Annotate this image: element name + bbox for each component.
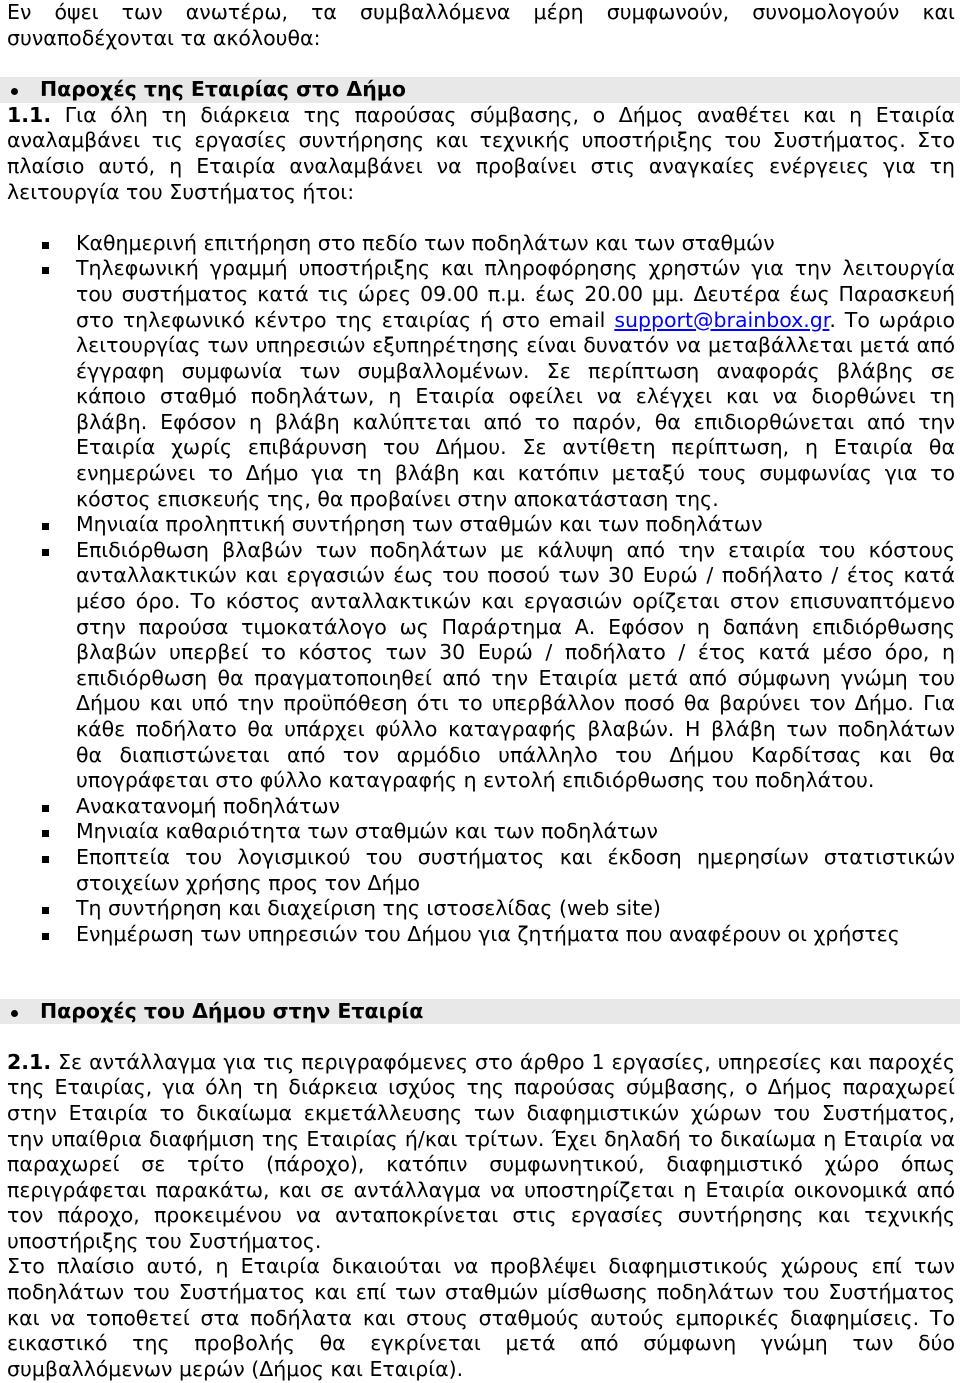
item-line: θα διαπιστώνεται από τον αρμόδιο υπάλληλο του Δήμου Καρδίτσας και θα [76, 742, 955, 767]
item-line: Ενημέρωση των υπηρεσιών του Δήμου για ζητήματα που αναφέρουν οι χρήστες [76, 921, 900, 946]
item-line: Δήμου και υπό την προϋπόθεση ότι το υπερβάλλον ποσό θα βαρύνει τον Δήμο. Για [76, 691, 955, 716]
item-line: Επιδιόρθωση βλαβών των ποδηλάτων με κάλυψη από την εταιρία του κόστους [76, 537, 955, 562]
list-item [0, 794, 960, 820]
section-heading [0, 999, 960, 1025]
list-item [0, 896, 960, 922]
item-line: του συστήματος κατά τις ώρες 09.00 π.μ. έως 20.00 μμ. Δευτέρα έως Παρασκευή [76, 281, 955, 306]
clause-line: πλαίσιο αυτό, η Εταιρία αναλαμβάνει να προβαίνει στις αναγκαίες ενέργειες για τη [7, 153, 955, 178]
item-line: βλαβών υπερβεί το κόστος των 30 Ευρώ / ποδήλατο / έτος κατά μέσο όρο, η [76, 640, 955, 665]
item-line-text: στο τηλεφωνικό κέντρο της εταιρίας ή στο email [76, 307, 606, 332]
section-heading-text: Παροχές του Δήμου στην Εταιρία [40, 998, 424, 1023]
clause-number: 2.1. [7, 1049, 52, 1074]
email-link[interactable]: support@brainbox.gr [614, 307, 830, 332]
item-line: ενημερώνει το Δήμο για τη βλάβη και κατόπιν μεταξύ τους συμφωνίας για το [76, 461, 955, 486]
item-line: κόστος επισκευής της, θα προβαίνει στην αποκατάσταση της. [76, 486, 719, 511]
list-item [0, 922, 960, 948]
item-line: βλάβη. Εφόσον η βλάβη καλύπτεται από το παρόν, θα επιδιορθώνεται από την [76, 409, 955, 434]
bullet-dot-icon [11, 1010, 18, 1017]
paragraph-line: Στο πλαίσιο αυτό, η Εταιρία δικαιούται να προβλέψει διαφημιστικούς χώρους επί των [7, 1254, 955, 1279]
advertising-paragraph [0, 1254, 960, 1382]
item-line: Μηνιαία προληπτική συντήρηση των σταθμών και των ποδηλάτων [76, 512, 763, 537]
clause-text: Για όλη τη διάρκεια της παρούσας σύμβασης, ο Δήμος αναθέτει και η Εταιρία [64, 102, 955, 127]
list-item [0, 819, 960, 845]
intro-line: Εν όψει των ανωτέρω, τα συμβαλλόμενα μέρη συμφωνούν, συνομολογούν και [7, 0, 955, 25]
list-item [0, 256, 960, 512]
clause-paragraph [0, 1050, 960, 1255]
item-line-text: . Το ωράριο [829, 307, 955, 332]
item-line: λειτουργίας των υπηρεσιών εξυπηρέτησης είναι δυνατόν να μεταβάλλεται μετά από [76, 333, 955, 358]
clause-line: της Εταιρίας, για όλη τη διάρκεια ισχύος της παρούσας σύμβασης, ο Δήμος παραχωρεί [7, 1075, 955, 1100]
item-line: Καθημερινή επιτήρηση στο πεδίο των ποδηλάτων και των σταθμών [76, 230, 775, 255]
spacer [0, 205, 960, 231]
bullet-dot-icon [11, 88, 18, 95]
square-bullet-icon [42, 267, 49, 274]
services-list [0, 231, 960, 948]
item-line: Τη συντήρηση και διαχείριση της ιστοσελίδας (web site) [76, 896, 661, 921]
list-item [0, 845, 960, 896]
clause-line [7, 103, 955, 129]
spacer [0, 52, 960, 78]
paragraph-line: ποδηλάτων του Συστήματος και επί των σταθμών μίσθωσης ποδηλάτων του Συστήματος [7, 1280, 955, 1305]
spacer [0, 947, 960, 973]
clause-line: στην Εταιρία το δικαίωμα εκμετάλλευσης των διαφημιστικών χώρων του Συστήματος, [7, 1100, 955, 1125]
square-bullet-icon [42, 242, 49, 249]
item-line: ανταλλακτικών και εργασιών έως του ποσού των 30 Ευρώ / ποδήλατο / έτος κατά [76, 563, 955, 588]
clause-line: αναλαμβάνει τις εργασίες συντήρησης και τεχνικής υποστήριξης του Συστήματος. Στο [7, 128, 955, 153]
item-line: Εταιρία χωρίς επιβάρυνση του Δήμου. Σε αντίθετη περίπτωση, η Εταιρία θα [76, 435, 955, 460]
intro-line: συναποδέχονται τα ακόλουθα: [7, 25, 321, 50]
item-line [76, 308, 955, 334]
item-line: Ανακατανομή ποδηλάτων [76, 793, 341, 818]
clause-text: Σε αντάλλαγμα για τις περιγραφόμενες στο άρθρο 1 εργασίες, υπηρεσίες και παροχές [58, 1049, 955, 1074]
paragraph-line: εικαστικό της προβολής θα εγκρίνεται μετά από σύμφωνη γνώμη των δύο [7, 1331, 955, 1356]
paragraph-line: και να τοποθετεί στα ποδήλατα και στους σταθμούς αυτούς εμπορικές διαφημίσεις. Το [7, 1305, 955, 1330]
clause-paragraph [0, 103, 960, 205]
item-line: κάθε ποδήλατο θα υπάρχει φύλλο καταγραφής βλαβών. Η βλάβη των ποδηλάτων [76, 717, 955, 742]
intro-paragraph [0, 0, 960, 51]
item-line: κάποιο σταθμό ποδηλάτων, η Εταιρία οφείλει να ελέγχει και να διορθώνει τη [76, 384, 955, 409]
item-line: στην παρούσα τιμοκατάλογο ως Παράρτημα Α. Εφόσον η δαπάνη επιδιόρθωσης [76, 614, 955, 639]
square-bullet-icon [42, 856, 49, 863]
square-bullet-icon [42, 830, 49, 837]
clause-number: 1.1. [7, 102, 52, 127]
item-line: Τηλεφωνική γραμμή υποστήριξης και πληροφόρησης χρηστών για την λειτουργία [76, 256, 955, 281]
clause-line: λειτουργία του Συστήματος ήτοι: [7, 179, 355, 204]
square-bullet-icon [42, 805, 49, 812]
clause-line: υποστήριξης του Συστήματος. [7, 1228, 322, 1253]
list-item [0, 512, 960, 538]
paragraph-line: συμβαλλόμενων μερών (Δήμος και Εταιρία). [7, 1356, 464, 1381]
square-bullet-icon [42, 549, 49, 556]
section-heading-text: Παροχές της Εταιρίας στο Δήμο [40, 77, 406, 102]
list-item [0, 231, 960, 257]
item-line: μέσο όρο. Το κόστος ανταλλακτικών και εργασιών ορίζεται στον επισυναπτόμενο [76, 589, 955, 614]
item-line: στοιχείων χρήσης προς τον Δήμο [76, 870, 421, 895]
clause-line: τον πάροχο, προκειμένου να ανταποκρίνεται στις εργασίες συντήρησης και τεχνικής [7, 1203, 955, 1228]
section-heading [0, 77, 960, 103]
square-bullet-icon [42, 523, 49, 530]
item-line: επιδιόρθωση θα πραγματοποιηθεί από την Εταιρία μετά από σύμφωνη γνώμη του [76, 665, 955, 690]
spacer [0, 973, 960, 999]
item-line: έγγραφη συμφωνία των συμβαλλομένων. Σε περίπτωση αναφοράς βλάβης σε [76, 358, 955, 383]
square-bullet-icon [42, 907, 49, 914]
clause-line [7, 1050, 955, 1076]
spacer [0, 1024, 960, 1050]
item-line: Εποπτεία του λογισμικού του συστήματος και έκδοση ημερησίων στατιστικών [76, 844, 955, 869]
clause-line: περιγράφεται παρακάτω, και σε αντάλλαγμα να υποστηρίζεται η Εταιρία οικονομικά από [7, 1177, 955, 1202]
list-item [0, 538, 960, 794]
item-line: υπογράφεται στο φύλλο καταγραφής η εντολή επιδιόρθωσης του ποδηλάτου. [76, 768, 875, 793]
clause-line: την υπαίθρια διαφήμιση της Εταιρίας ή/και τρίτων. Έχει δηλαδή το δικαίωμα η Εταιρία να [7, 1126, 955, 1151]
clause-line: παραχωρεί σε τρίτο (πάροχο), κατόπιν συμφωνητικού, διαφημιστικό χώρο όπως [7, 1152, 955, 1177]
square-bullet-icon [42, 933, 49, 940]
item-line: Μηνιαία καθαριότητα των σταθμών και των ποδηλάτων [76, 819, 658, 844]
